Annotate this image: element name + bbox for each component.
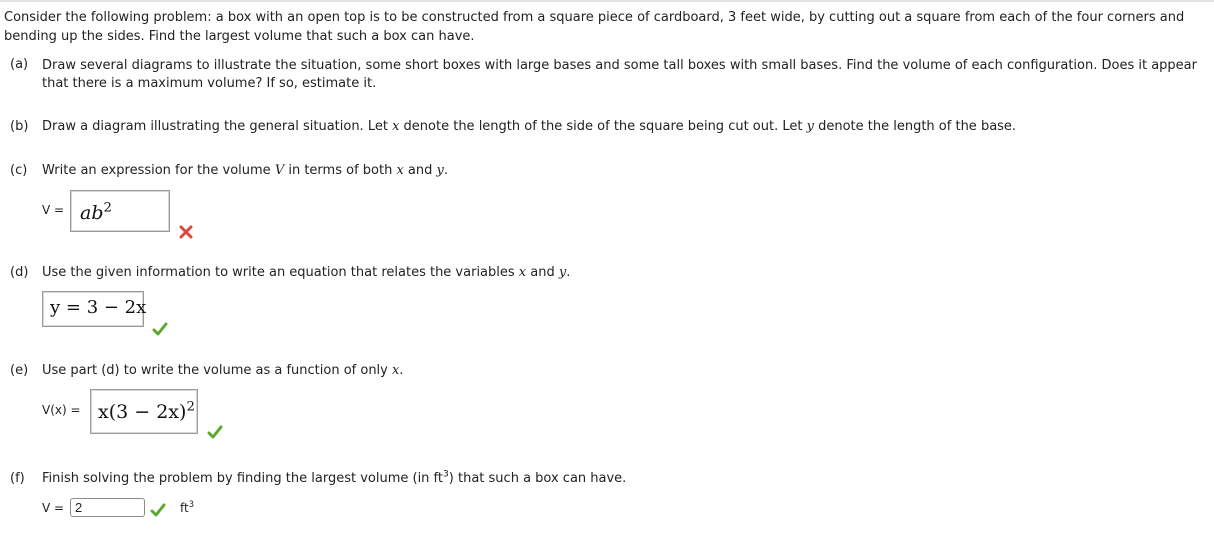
checkmark-icon — [150, 502, 166, 518]
part-f-unit — [180, 501, 194, 515]
unit-label: ft — [180, 501, 189, 515]
part-c-text-1: Write an expression for the volume — [42, 163, 275, 178]
part-c-answer: ab — [80, 202, 104, 224]
part-d-text-3: . — [566, 265, 571, 280]
part-d-answer: y = 3 − 2x — [50, 297, 147, 318]
part-e-text-2: . — [399, 363, 404, 378]
var-v: V — [274, 163, 285, 178]
part-c-label: (c) — [10, 163, 28, 178]
part-e-answer-box[interactable] — [90, 389, 198, 434]
part-f-text-1: Finish solving the problem by finding the largest volume (in ft — [42, 471, 443, 486]
part-d-label: (d) — [10, 265, 29, 280]
part-d-answer-box[interactable] — [42, 291, 147, 327]
part-b-text-2: denote the length of the side of the square being cut out. Let — [399, 119, 807, 134]
top-divider — [0, 0, 1214, 2]
part-f-prompt: V = — [42, 501, 65, 515]
var-y: y — [558, 265, 567, 280]
part-a-text: Draw several diagrams to illustrate the situation, some short boxes with large bases and some tall boxes with small bases. Find the volume of each configuration. Does it appear that there is a maximum volume? If so, estimate it. — [42, 58, 1197, 91]
var-x: x — [396, 163, 404, 178]
part-e-label: (e) — [10, 363, 29, 378]
part-e-text — [42, 363, 403, 378]
checkmark-icon — [152, 321, 168, 337]
part-c-answer-exponent: 2 — [103, 200, 112, 216]
part-e-answer-exponent: 2 — [186, 399, 195, 415]
var-x: x — [518, 265, 527, 280]
var-x: x — [392, 363, 400, 378]
part-e-text-1: Use part (d) to write the volume as a function of only — [42, 363, 392, 378]
part-d-text-2: and — [526, 265, 559, 280]
part-f-volume-input[interactable] — [70, 498, 145, 517]
part-f-text-exponent: 3 — [443, 469, 449, 480]
part-b-text — [42, 119, 1016, 134]
var-y: y — [806, 119, 814, 134]
checkmark-icon — [207, 424, 223, 440]
part-f-label: (f) — [10, 471, 25, 486]
part-b-text-1: Draw a diagram illustrating the general situation. Let — [42, 119, 393, 134]
part-b-text-3: denote the length of the base. — [813, 119, 1017, 134]
part-a-label: (a) — [10, 57, 29, 72]
part-e-prompt: V(x) = — [42, 403, 81, 417]
problem-intro: Consider the following problem: a box with an open top is to be constructed from a square piece of cardboard, 3 feet wide, by cutting out a square from each of the four corners and bending up the sides. Find the largest volume that such a box can have. — [4, 10, 1185, 44]
part-c-prompt: V = — [42, 203, 65, 217]
part-c-text-4: . — [443, 163, 449, 178]
part-c-text — [42, 163, 448, 178]
part-c-text-2: in terms of both — [284, 163, 397, 178]
part-e-answer: x(3 − 2x) — [98, 401, 187, 423]
part-c-answer-box[interactable] — [70, 190, 170, 232]
unit-exponent: 3 — [188, 499, 195, 509]
var-x: x — [392, 119, 400, 134]
part-f-text — [42, 471, 626, 486]
part-d-text-1: Use the given information to write an equation that relates the variables — [42, 265, 519, 280]
part-c-text-3: and — [403, 163, 437, 178]
part-f-text-2: ) that such a box can have. — [448, 471, 627, 486]
part-b-label: (b) — [10, 119, 29, 134]
x-mark-icon — [178, 224, 194, 240]
part-d-text — [42, 265, 570, 280]
var-y: y — [436, 163, 444, 178]
